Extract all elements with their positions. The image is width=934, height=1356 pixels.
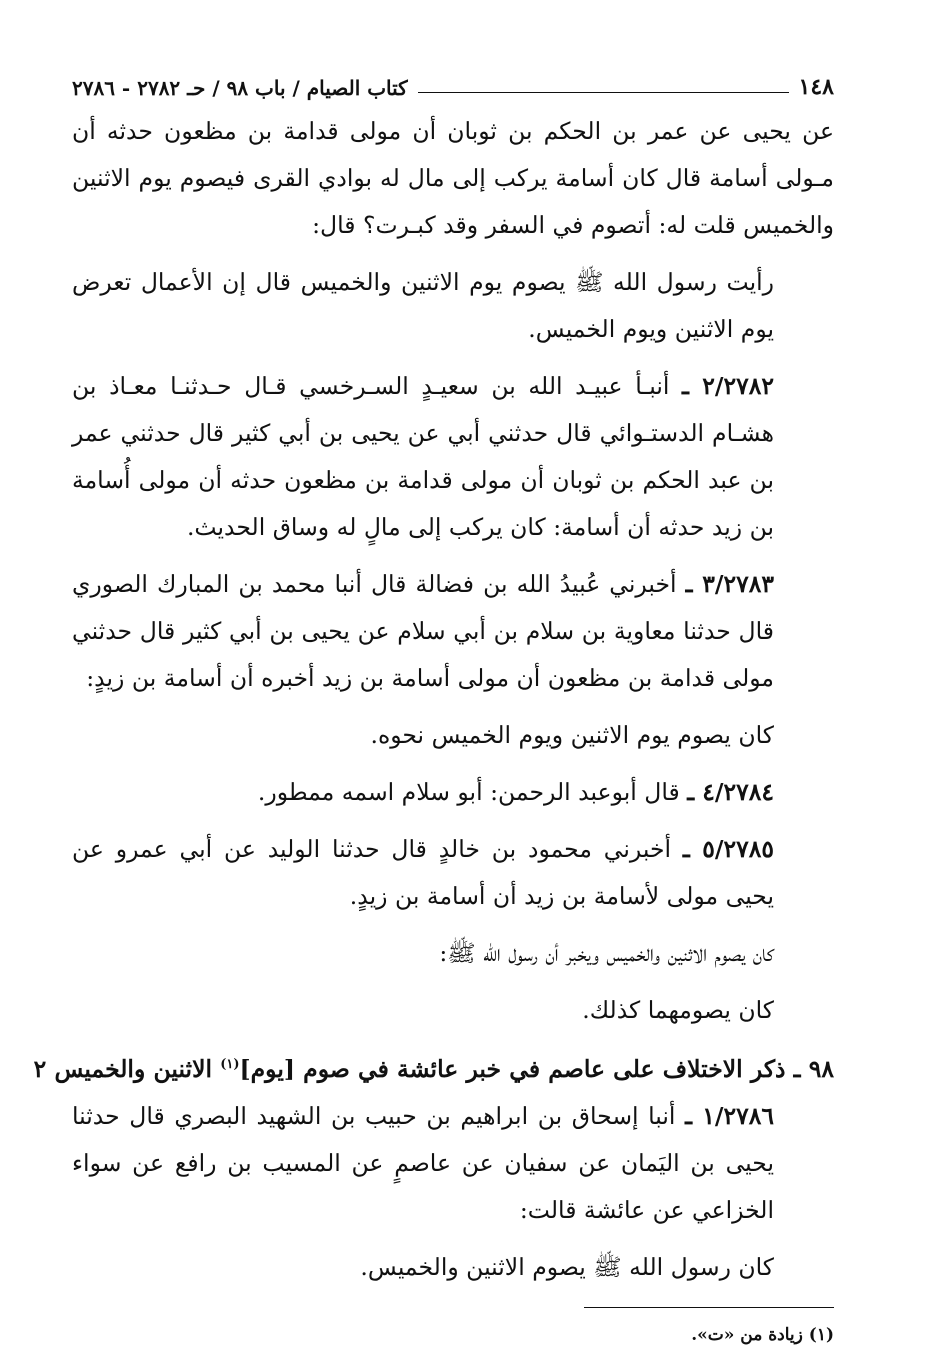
hadith-2783-matn: كان يصوم يوم الاثنين ويوم الخميس نحوه.: [370, 721, 774, 749]
section-title-text: ٩٨ ـ ذكر الاختلاف على عاصم في خبر عائشة في صوم [يوم]: [239, 1055, 834, 1083]
hadith-text: أخبرني محمود بن خالدٍ قال حدثنا الوليد عن أبي عمرو عن يحيى مولى لأسامة بن زيد أن أسامة بن زيدٍ.: [72, 835, 774, 910]
footnote-marker: (١): [220, 1057, 240, 1073]
section-title: [33, 1046, 834, 1093]
hadith-2785-matn-2: كان يصومهما كذلك.: [582, 996, 774, 1024]
hadith-2786: [72, 1093, 834, 1234]
hadith-text: أنبـأ عبيـد الله بن سعيـدٍ السـرخسي قـال حـدثنـا معـاذ بن هشـام الدستـوائي قال حدثني أبي عن يحيى بن أبي كثير قال حدثني عمر بن عبد الحكم بن ثوبان أن مولى قدامة بن مظعون حدثه أن مولى أُسامة بن زيد حدثه أن أسامة: كان يركب إلى مالٍ له وساق الحديث.: [72, 372, 774, 541]
hadith-text: أنبا إسحاق بن ابراهيم بن حبيب بن الشهيد البصري قال حدثنا يحيى بن اليَمان عن سفيان عن عاصمٍ عن المسيب بن رافع عن سواء الخزاعي عن عائشة قالت:: [72, 1102, 774, 1224]
running-header: [72, 66, 834, 100]
hadith-2783: [72, 561, 834, 702]
hadith-2782: [72, 363, 834, 551]
header-title: كتاب الصيام / باب ٩٨ / حـ ٢٧٨٢ - ٢٧٨٦: [72, 76, 408, 100]
header-rule: [418, 92, 789, 93]
page-number: ١٤٨: [798, 74, 834, 100]
footnote: (١) زيادة من «ت».: [691, 1325, 834, 1345]
hadith-text: قال أبوعبد الرحمن: أبو سلام اسمه ممطور.: [257, 778, 680, 806]
section-title-text-end: الاثنين والخميس ٢: [33, 1055, 221, 1083]
hadith-number: ١/٢٧٨٦ ـ: [685, 1102, 774, 1130]
document-page: [33, 66, 834, 1348]
page-body: [33, 108, 834, 1291]
hadith-2785-matn-1: كان يصوم الاثنين والخميس ويخبر أن رسول الله ﷺ:: [439, 939, 774, 967]
hadith-text: أخبرني عُبيدُ الله بن فضالة قال أنبا محمد بن المبارك الصوري قال حدثنا معاوية بن سلام بن أبي سلام عن يحيى بن أبي كثير قال حدثني مولى قدامة بن مظعون أن مولى أسامة بن زيد أخبره أن أسامة بن زيدٍ:: [72, 570, 774, 692]
hadith-2786-matn: كان رسول الله ﷺ يصوم الاثنين والخميس.: [360, 1253, 774, 1281]
hadith-number: ٥/٢٧٨٥ ـ: [682, 835, 774, 863]
paragraph-continuation: عن يحيى عن عمر بن الحكم بن ثوبان أن مولى قدامة بن مظعون حدثه أن مـولى أسامة قال كان أسامة يركب إلى مال له بوادي القرى فيصوم يوم الاثنين والخميس قلت له: أتصوم في السفر وقد كبـرت؟ قال:: [72, 117, 834, 239]
hadith-2784: [72, 769, 834, 816]
hadith-number: ٤/٢٧٨٤ ـ: [687, 778, 774, 806]
paragraph-matn: رأيت رسول الله ﷺ يصوم يوم الاثنين والخميس قال إن الأعمال تعرض يوم الاثنين ويوم الخميس.: [72, 268, 774, 343]
hadith-2785: [72, 826, 834, 920]
hadith-number: ٣/٢٧٨٣ ـ: [685, 570, 774, 598]
footnote-divider: [584, 1307, 834, 1308]
hadith-number: ٢/٢٧٨٢ ـ: [682, 372, 774, 400]
